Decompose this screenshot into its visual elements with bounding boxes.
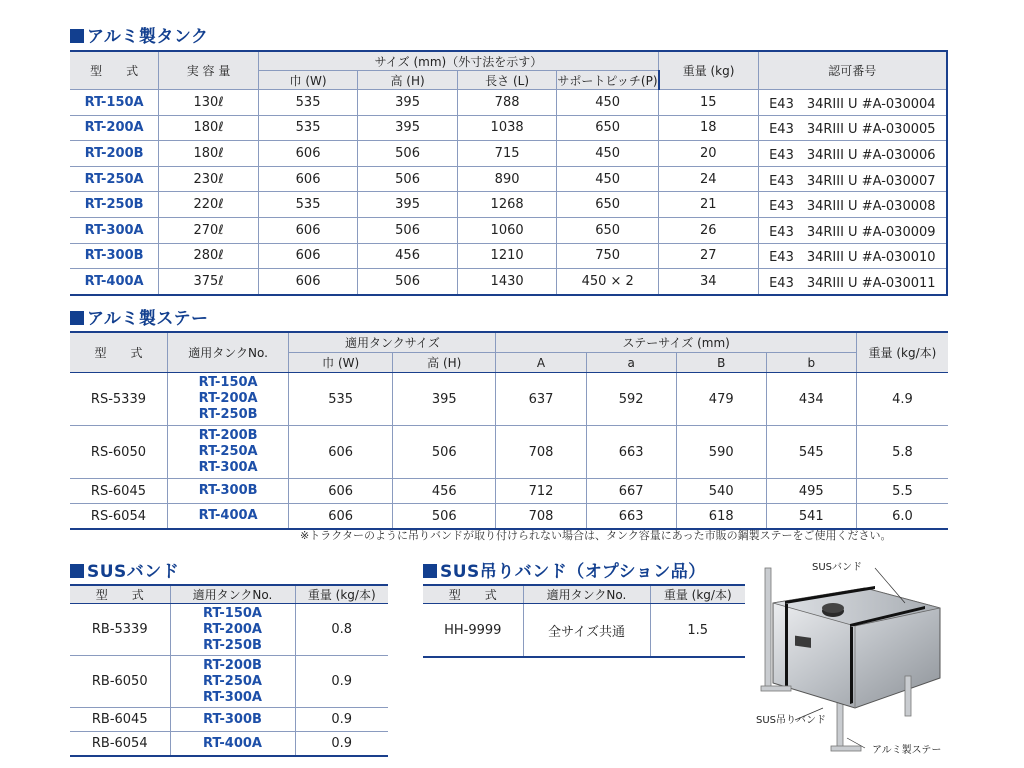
pitch-cell: 450 × 2 [557,269,659,295]
kg-cell: 5.8 [856,426,948,479]
tank-no: RT-250A [203,673,262,689]
col-weight: 重量 (kg/本) [650,585,745,604]
width-cell: 606 [258,141,358,167]
square-bullet-icon [70,311,84,325]
pitch-cell: 450 [557,141,659,167]
table-row [70,217,947,243]
table-row [70,115,947,141]
col-size-group: サイズ (mm)（外寸法を示す） [258,51,658,71]
kg-cell: 5.5 [856,479,948,504]
tank-no: RT-150A [198,375,258,390]
model-cell: RB-6054 [70,732,170,757]
B-cell: 540 [676,479,766,504]
weight-cell: 0.9 [295,708,388,732]
table-row [70,373,948,426]
b-cell: 434 [766,373,856,426]
height-cell: 506 [358,166,457,192]
capacity-cell: 220ℓ [159,192,259,218]
capacity-cell: 180ℓ [159,115,259,141]
b-cell: 545 [766,426,856,479]
model-cell: RS-6054 [70,504,167,530]
tank-no-cell [167,504,288,530]
length-cell: 1430 [457,269,557,295]
table-row [70,656,388,708]
model-cell: RT-150A [70,90,159,116]
tank-no: RT-250A [198,444,258,459]
pitch-cell: 450 [557,90,659,116]
length-cell: 1210 [457,243,557,269]
table-row [70,90,947,116]
A-cell: 708 [496,426,586,479]
weight-cell: 34 [659,269,759,295]
A-cell: 712 [496,479,586,504]
a-cell: 667 [586,479,676,504]
table-row [70,426,948,479]
col-height: 高 (H) [393,353,496,373]
section-title-hang: SUS吊りバンド（オプション品） [423,557,706,582]
B-cell: 590 [676,426,766,479]
table-row [70,604,388,656]
tank-no-cell [170,604,295,656]
length-cell: 788 [457,90,557,116]
a-cell: 663 [586,426,676,479]
h-cell: 395 [393,373,496,426]
w-cell: 606 [289,504,393,530]
hang-spec-table [423,584,745,658]
band-spec-table [70,584,388,757]
col-weight: 重量 (kg/本) [295,585,388,604]
height-cell: 506 [358,141,457,167]
tank-no: RT-200B [203,657,262,673]
tank-no-cell [167,479,288,504]
tank-no: RT-200B [198,428,258,443]
w-cell: 606 [289,426,393,479]
tank-no-cell [167,426,288,479]
model-cell: RB-5339 [70,604,170,656]
h-cell: 456 [393,479,496,504]
col-a: a [586,353,676,373]
square-bullet-icon [423,564,437,578]
model-cell: RT-200B [70,141,159,167]
length-cell: 1060 [457,217,557,243]
col-A: A [496,353,586,373]
length-cell: 1268 [457,192,557,218]
callout-sus-hang-band: SUS吊りバンド [756,715,827,726]
pitch-cell: 650 [557,192,659,218]
weight-cell: 24 [659,166,759,192]
tank-no: RT-200A [203,621,262,637]
callout-sus-band: SUSバンド [812,562,863,573]
table-row [70,166,947,192]
col-width: 巾 (W) [258,71,358,90]
col-tank-size-group: 適用タンクサイズ [289,332,496,353]
h-cell: 506 [393,426,496,479]
tank-no: RT-400A [198,508,258,523]
col-height: 高 (H) [358,71,457,90]
col-model: 型 式 [70,332,167,373]
weight-cell: 0.9 [295,732,388,757]
approval-cell: E43 34RIII U #A-030010 [758,243,947,269]
weight-cell: 15 [659,90,759,116]
col-width: 巾 (W) [289,353,393,373]
approval-cell: E43 34RIII U #A-030009 [758,217,947,243]
col-stay-size-group: ステーサイズ (mm) [496,332,856,353]
col-weight: 重量 (kg) [659,51,759,90]
tank-no: RT-250B [198,407,258,422]
weight-cell: 27 [659,243,759,269]
col-tank-no: 適用タンクNo. [523,585,650,604]
width-cell: 535 [258,115,358,141]
model-cell: RB-6045 [70,708,170,732]
table-row [423,604,745,658]
tank-spec-table [70,50,948,296]
width-cell: 535 [258,192,358,218]
table-row [70,269,947,295]
col-length: 長さ (L) [457,71,557,90]
table-row [70,192,947,218]
approval-cell: E43 34RIII U #A-030007 [758,166,947,192]
weight-cell: 20 [659,141,759,167]
model-cell: RS-6050 [70,426,167,479]
weight-cell: 1.5 [687,622,709,638]
approval-cell: E43 34RIII U #A-030004 [758,90,947,116]
col-model: 型 式 [423,585,523,604]
height-cell: 506 [358,217,457,243]
height-cell: 395 [358,115,457,141]
model-cell: RT-250A [70,166,159,192]
tank-no: RT-150A [203,605,262,621]
h-cell: 506 [393,504,496,530]
capacity-cell: 375ℓ [159,269,259,295]
col-b: b [766,353,856,373]
width-cell: 606 [258,243,358,269]
col-model: 型 式 [70,585,170,604]
model-cell: HH-9999 [444,622,502,638]
approval-cell: E43 34RIII U #A-030011 [758,269,947,295]
model-cell: RT-250B [70,192,159,218]
tank-no: RT-250B [203,637,262,653]
weight-cell: 21 [659,192,759,218]
tank-no-cell [167,373,288,426]
col-model: 型 式 [70,51,159,90]
approval-cell: E43 34RIII U #A-030006 [758,141,947,167]
model-cell: RT-200A [70,115,159,141]
b-cell: 495 [766,479,856,504]
tank-no: RT-200A [198,391,258,406]
width-cell: 535 [258,90,358,116]
table-row [70,479,948,504]
height-cell: 456 [358,243,457,269]
table-row [70,243,947,269]
section-title-stay: アルミ製ステー [70,304,208,329]
model-cell: RS-5339 [70,373,167,426]
model-cell: RB-6050 [70,656,170,708]
capacity-cell: 280ℓ [159,243,259,269]
tank-no: RT-300B [198,483,258,498]
B-cell: 479 [676,373,766,426]
width-cell: 606 [258,166,358,192]
col-tank-no: 適用タンクNo. [167,332,288,373]
pitch-cell: 450 [557,166,659,192]
width-cell: 606 [258,269,358,295]
pitch-cell: 750 [557,243,659,269]
approval-cell: E43 34RIII U #A-030005 [758,115,947,141]
capacity-cell: 230ℓ [159,166,259,192]
height-cell: 395 [358,192,457,218]
kg-cell: 4.9 [856,373,948,426]
weight-cell: 26 [659,217,759,243]
a-cell: 663 [586,504,676,530]
A-cell: 637 [496,373,586,426]
stay-post [765,568,771,688]
capacity-cell: 180ℓ [159,141,259,167]
table-row [70,708,388,732]
w-cell: 535 [289,373,393,426]
table-row [70,732,388,757]
callout-aluminium-stay: アルミ製ステー [872,745,942,756]
length-cell: 890 [457,166,557,192]
length-cell: 1038 [457,115,557,141]
col-capacity: 実 容 量 [159,51,259,90]
col-B: B [676,353,766,373]
square-bullet-icon [70,29,84,43]
b-cell: 541 [766,504,856,530]
table-row [70,504,948,530]
height-cell: 395 [358,90,457,116]
section-title-band: SUSバンド [70,557,179,582]
tank-illustration [755,558,950,763]
tank-no-cell [170,656,295,708]
tank-no: RT-300A [198,460,258,475]
tank-no: RT-300B [203,711,262,727]
stay-spec-table [70,331,948,530]
model-cell: RT-300B [70,243,159,269]
approval-cell: E43 34RIII U #A-030008 [758,192,947,218]
capacity-cell: 270ℓ [159,217,259,243]
tank-no-cell [170,732,295,757]
tank-no: RT-400A [203,735,262,751]
model-cell: RT-400A [70,269,159,295]
tank-no-cell: 全サイズ共通 [523,604,650,658]
w-cell: 606 [289,479,393,504]
col-approval: 認可番号 [758,51,947,90]
pitch-cell: 650 [557,115,659,141]
weight-cell: 0.8 [295,604,388,656]
col-tank-no: 適用タンクNo. [170,585,295,604]
length-cell: 715 [457,141,557,167]
B-cell: 618 [676,504,766,530]
kg-cell: 6.0 [856,504,948,530]
col-pitch: サポートピッチ(P) [557,71,659,90]
tank-no: RT-300A [203,689,262,705]
tank-no-cell [170,708,295,732]
capacity-cell: 130ℓ [159,90,259,116]
weight-cell: 18 [659,115,759,141]
height-cell: 506 [358,269,457,295]
model-cell: RS-6045 [70,479,167,504]
section-title-tank: アルミ製タンク [70,22,208,47]
pitch-cell: 650 [557,217,659,243]
a-cell: 592 [586,373,676,426]
weight-cell: 0.9 [295,656,388,708]
square-bullet-icon [70,564,84,578]
col-weight: 重量 (kg/本) [856,332,948,373]
table-row [70,141,947,167]
A-cell: 708 [496,504,586,530]
stay-note: ※トラクターのように吊りバンドが取り付けられない場合は、タンク容量にあった市販の鋼製ステーをご使用ください。 [300,529,892,542]
width-cell: 606 [258,217,358,243]
model-cell: RT-300A [70,217,159,243]
